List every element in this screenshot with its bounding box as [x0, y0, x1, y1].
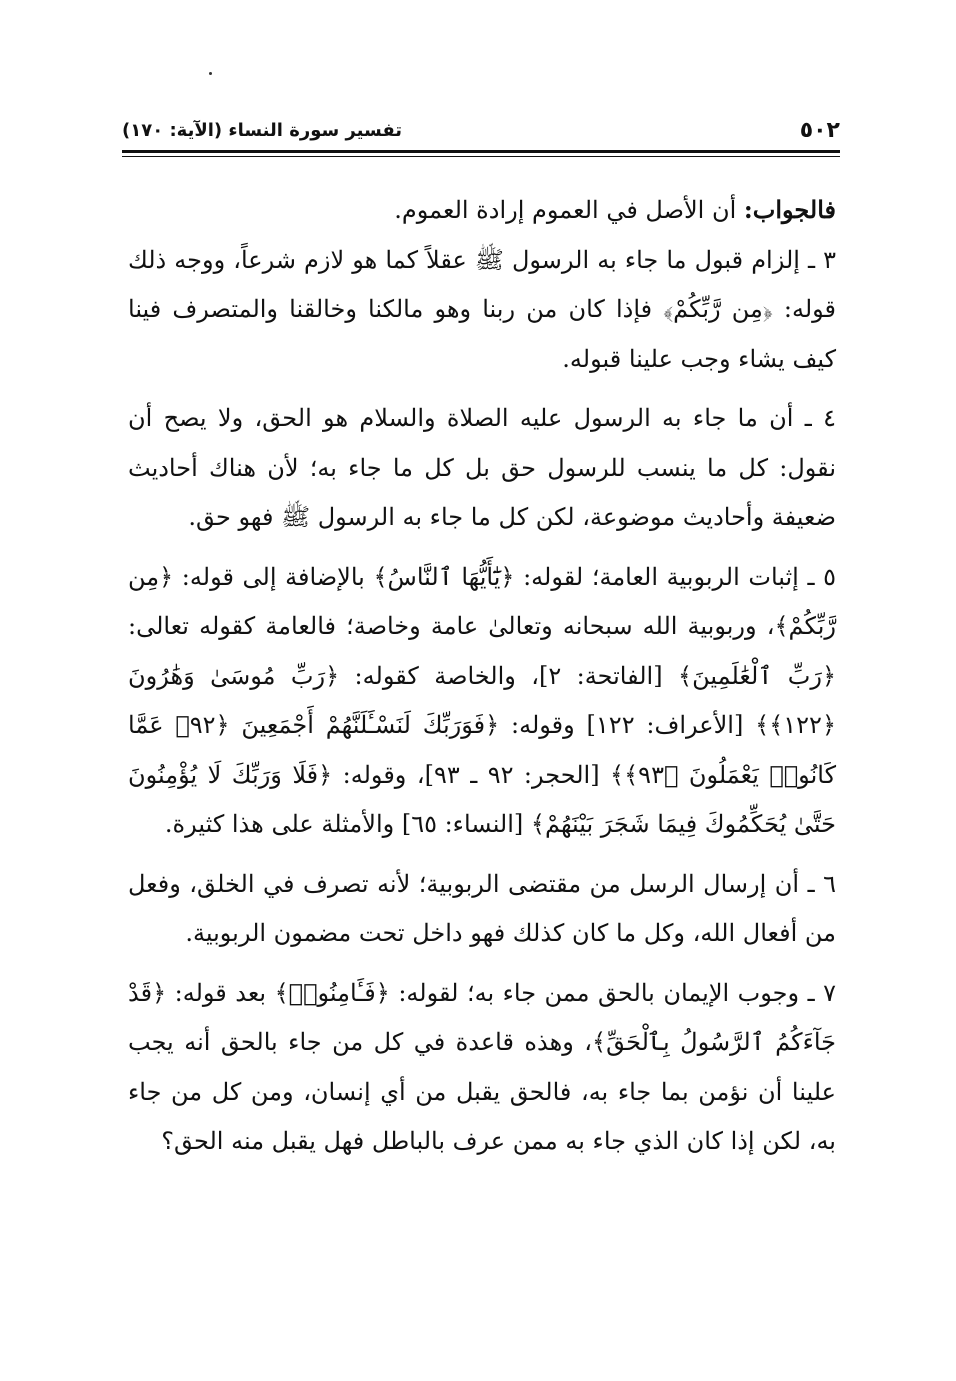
paragraph-point-7: ٧ ـ وجوب الإيمان بالحق ممن جاء به؛ لقوله: ﴿فَـَٔامِنُوا۟﴾ بعد قوله: ﴿قَدْ جَآءَكُمُ ٱلرَّسُولُ بِٱلْحَقِّ﴾، وهذه قاعدة في كل من جاء بالحق أنه يجب علينا أن نؤمن بما جاء به، فالحق يقبل من أي إنسان، ومن كل من جاء به، لكن إذا كان الذي جاء به ممن عرف بالباطل فهل يقبل منه الحق؟ [128, 978, 837, 1155]
page-header [122, 112, 840, 148]
paragraph-answer [128, 185, 836, 236]
header-rule-thin [122, 156, 840, 157]
page-speck [209, 72, 212, 75]
body-text [128, 185, 836, 1177]
answer-lead: فالجواب: [743, 195, 836, 224]
paragraph-point-5: ٥ ـ إثبات الربوبية العامة؛ لقوله: ﴿يَٰٓأَيُّهَا ٱلنَّاسُ﴾ بالإضافة إلى قوله: ﴿مِن رَّبِّكُمْ﴾، وربوبية الله سبحانه وتعالىٰ عامة وخاصة؛ فالعامة كقوله تعالى: ﴿رَبِّ ٱلْعَٰلَمِينَ﴾ [الفاتحة: ٢]، والخاصة كقوله: ﴿رَبِّ مُوسَىٰ وَهَٰرُونَ ﴿١٢٢﴾﴾ [الأعراف: ١٢٢] وقوله: ﴿فَوَرَبِّكَ لَنَسْـَٔلَنَّهُمْ أَجْمَعِينَ ﴿٩٢﴾ عَمَّا كَانُوا۟ يَعْمَلُونَ ﴿٩٣﴾﴾ [الحجر: ٩٢ ـ ٩٣]، وقوله: ﴿فَلَا وَرَبِّكَ لَا يُؤْمِنُونَ حَتَّىٰ يُحَكِّمُوكَ فِيمَا شَجَرَ بَيْنَهُمْ﴾ [النساء: ٦٥] والأمثلة على هذا كثيرة. [128, 562, 837, 838]
running-title: تفسير سورة النساء (الآية: ١٧٠) [122, 119, 403, 141]
paragraph-point-6: ٦ ـ أن إرسال الرسل من مقتضى الربوبية؛ لأنه تصرف في الخلق، وفعل من أفعال الله، وكل ما كان كذلك فهو داخل تحت مضمون الربوبية. [128, 869, 836, 947]
page-number: ٥٠٢ [799, 117, 840, 143]
paragraph-point-4: ٤ ـ أن ما جاء به الرسول عليه الصلاة والسلام هو الحق، ولا يصح أن نقول: كل ما ينسب للرسول حق بل كل ما جاء به؛ لأن هناك أحاديث ضعيفة وأحاديث موضوعة، لكن كل ما جاء به الرسول ﷺ فهو حق. [128, 404, 837, 531]
header-rule-thick [122, 150, 840, 153]
paragraph-point-3: ٣ ـ إلزام قبول ما جاء به الرسول ﷺ عقلاً كما هو لازم شرعاً، ووجه ذلك قوله: ﴿مِن رَّبِّكُمْ﴾ فإذا كان من ربنا وهو مالكنا وخالقنا والمتصرف فينا كيف يشاء وجب علينا قبوله. [128, 245, 836, 373]
answer-text: أن الأصل في العموم إرادة العموم. [394, 196, 744, 224]
